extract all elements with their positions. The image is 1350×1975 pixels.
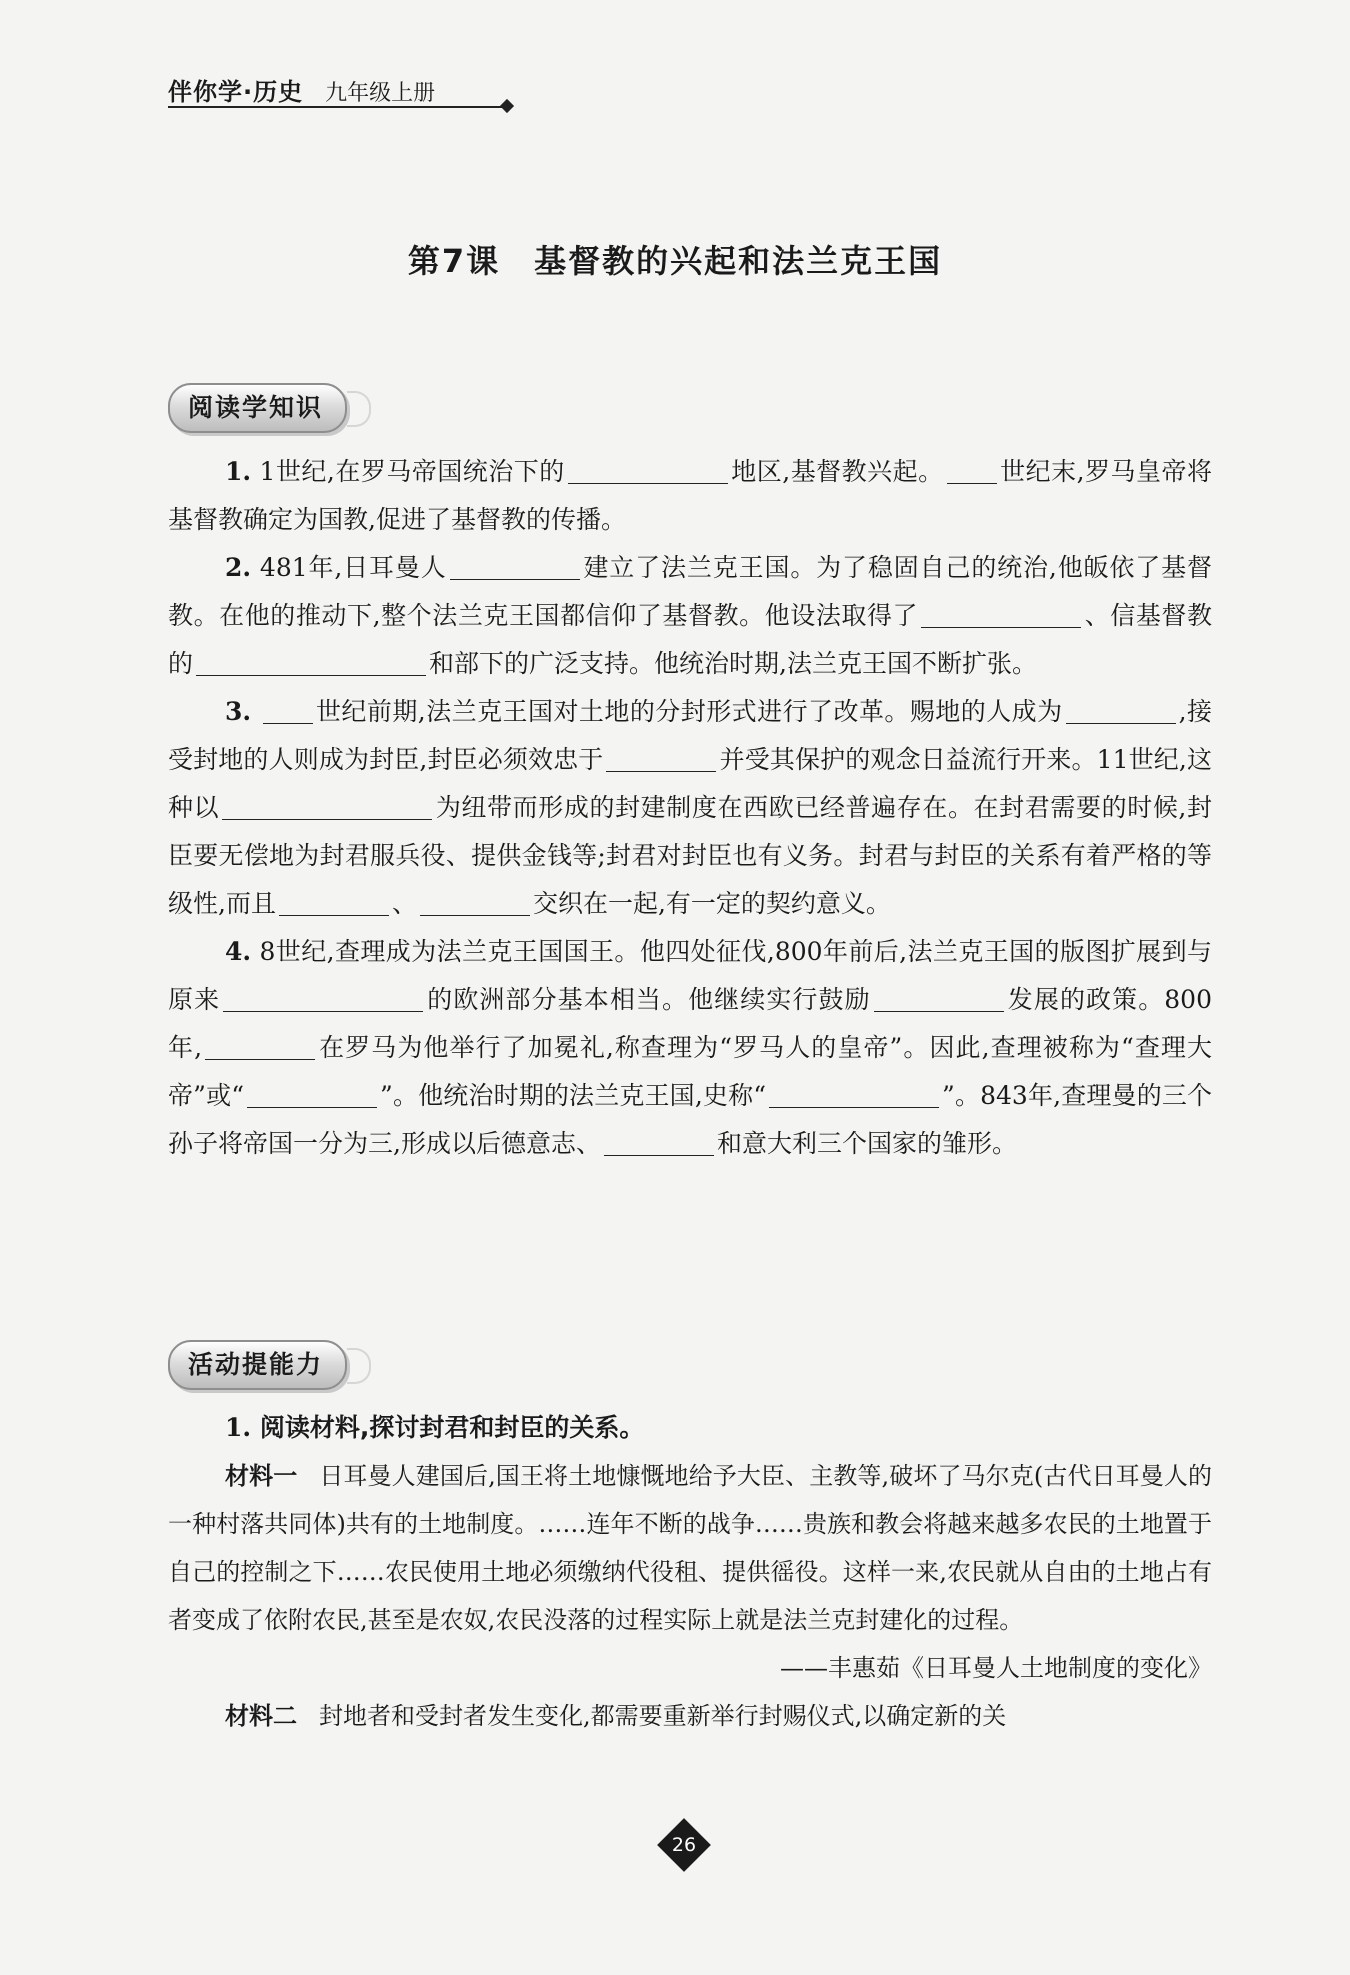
answer-blank[interactable] [279,885,389,916]
answer-blank[interactable] [606,741,716,772]
material-label: 材料一 [225,1462,298,1490]
answer-blank[interactable] [223,981,423,1012]
answer-blank[interactable] [947,453,997,484]
answer-blank[interactable] [222,789,432,820]
lesson-title [0,236,1350,282]
question-4: 4. 8世纪,查理成为法兰克王国国王。他四处征伐,800年前后,法兰克王国的版图扩展到与原来 的欧洲部分基本相当。他继续实行鼓励 发展的政策。800年, 在罗马为他举行了加冕礼,称查理为“罗马人的皇帝”。因此,查理被称为“查理大帝”或“ ”。他统治时期的法兰克王国,史称“ ”。843年,查理曼的三个孙子将帝国一分为三,形成以后德意志、 和意大利三个国家的雏形。 [168,937,1213,1158]
header-rule [168,106,508,108]
answer-blank[interactable] [263,693,313,724]
task-1: 1. 阅读材料,探讨封君和封臣的关系。 [225,1413,645,1442]
answer-blank[interactable] [205,1029,315,1060]
answer-blank[interactable] [769,1077,939,1108]
material-2: 材料二 封地者和受封者发生变化,都需要重新举行封赐仪式,以确定新的关 [225,1702,1007,1730]
answer-blank[interactable] [420,885,530,916]
lesson-number: 第7课 [407,242,501,280]
running-header [168,72,528,112]
diamond-icon [500,99,514,113]
grade-label: 九年级上册 [325,81,436,106]
activity-section [168,1404,1212,1740]
answer-blank[interactable] [247,1077,377,1108]
question-2: 2. 481年,日耳曼人 建立了法兰克王国。为了稳固自己的统治,他皈依了基督教。在他的推动下,整个法兰克王国都信仰了基督教。他设法取得了 、信基督教的 和部下的广泛支持。他统治时期,法兰克王国不断扩张。 [168,544,1212,688]
section-badge-activity: 活动提能力 [168,1340,347,1390]
answer-blank[interactable] [604,1125,714,1156]
answer-blank[interactable] [1066,693,1176,724]
series-title: 伴你学·历史 [168,78,304,106]
lesson-name: 基督教的兴起和法兰克王国 [534,242,943,280]
reading-section [168,448,1212,1168]
section-badge-reading: 阅读学知识 [168,383,347,433]
material-label: 材料二 [225,1702,297,1730]
answer-blank[interactable] [196,645,426,676]
page-number-badge [657,1818,711,1872]
answer-blank[interactable] [874,981,1004,1012]
answer-blank[interactable] [921,597,1081,628]
question-1: 1. 1世纪,在罗马帝国统治下的 地区,基督教兴起。 世纪末,罗马皇帝将基督教确定为国教,促进了基督教的传播。 [168,448,1212,544]
answer-blank[interactable] [568,453,728,484]
answer-blank[interactable] [450,549,580,580]
page-number: 26 [671,1834,697,1856]
material-1: 材料一 日耳曼人建国后,国王将土地慷慨地给予大臣、主教等,破坏了马尔克(古代日耳曼人的一种村落共同体)共有的土地制度。……连年不断的战争……贵族和教会将越来越多农民的土地置于自己的控制之下……农民使用土地必须缴纳代役租、提供徭役。这样一来,农民就从自由的土地占有者变成了依附农民,甚至是农奴,农民没落的过程实际上就是法兰克封建化的过程。 [168,1462,1213,1634]
material-source: ——丰惠茹《日耳曼人土地制度的变化》 [780,1654,1212,1682]
question-3: 3. 世纪前期,法兰克王国对土地的分封形式进行了改革。赐地的人成为 ,接受封地的人则成为封臣,封臣必须效忠于 并受其保护的观念日益流行开来。11世纪,这种以 为纽带而形成的封建制度在西欧已经普遍存在。在封君需要的时候,封臣要无偿地为封君服兵役、提供金钱等;封君对封臣也有义务。封君与封臣的关系有着严格的等级性,而且 、 交织在一起,有一定的契约意义。 [168,688,1212,928]
